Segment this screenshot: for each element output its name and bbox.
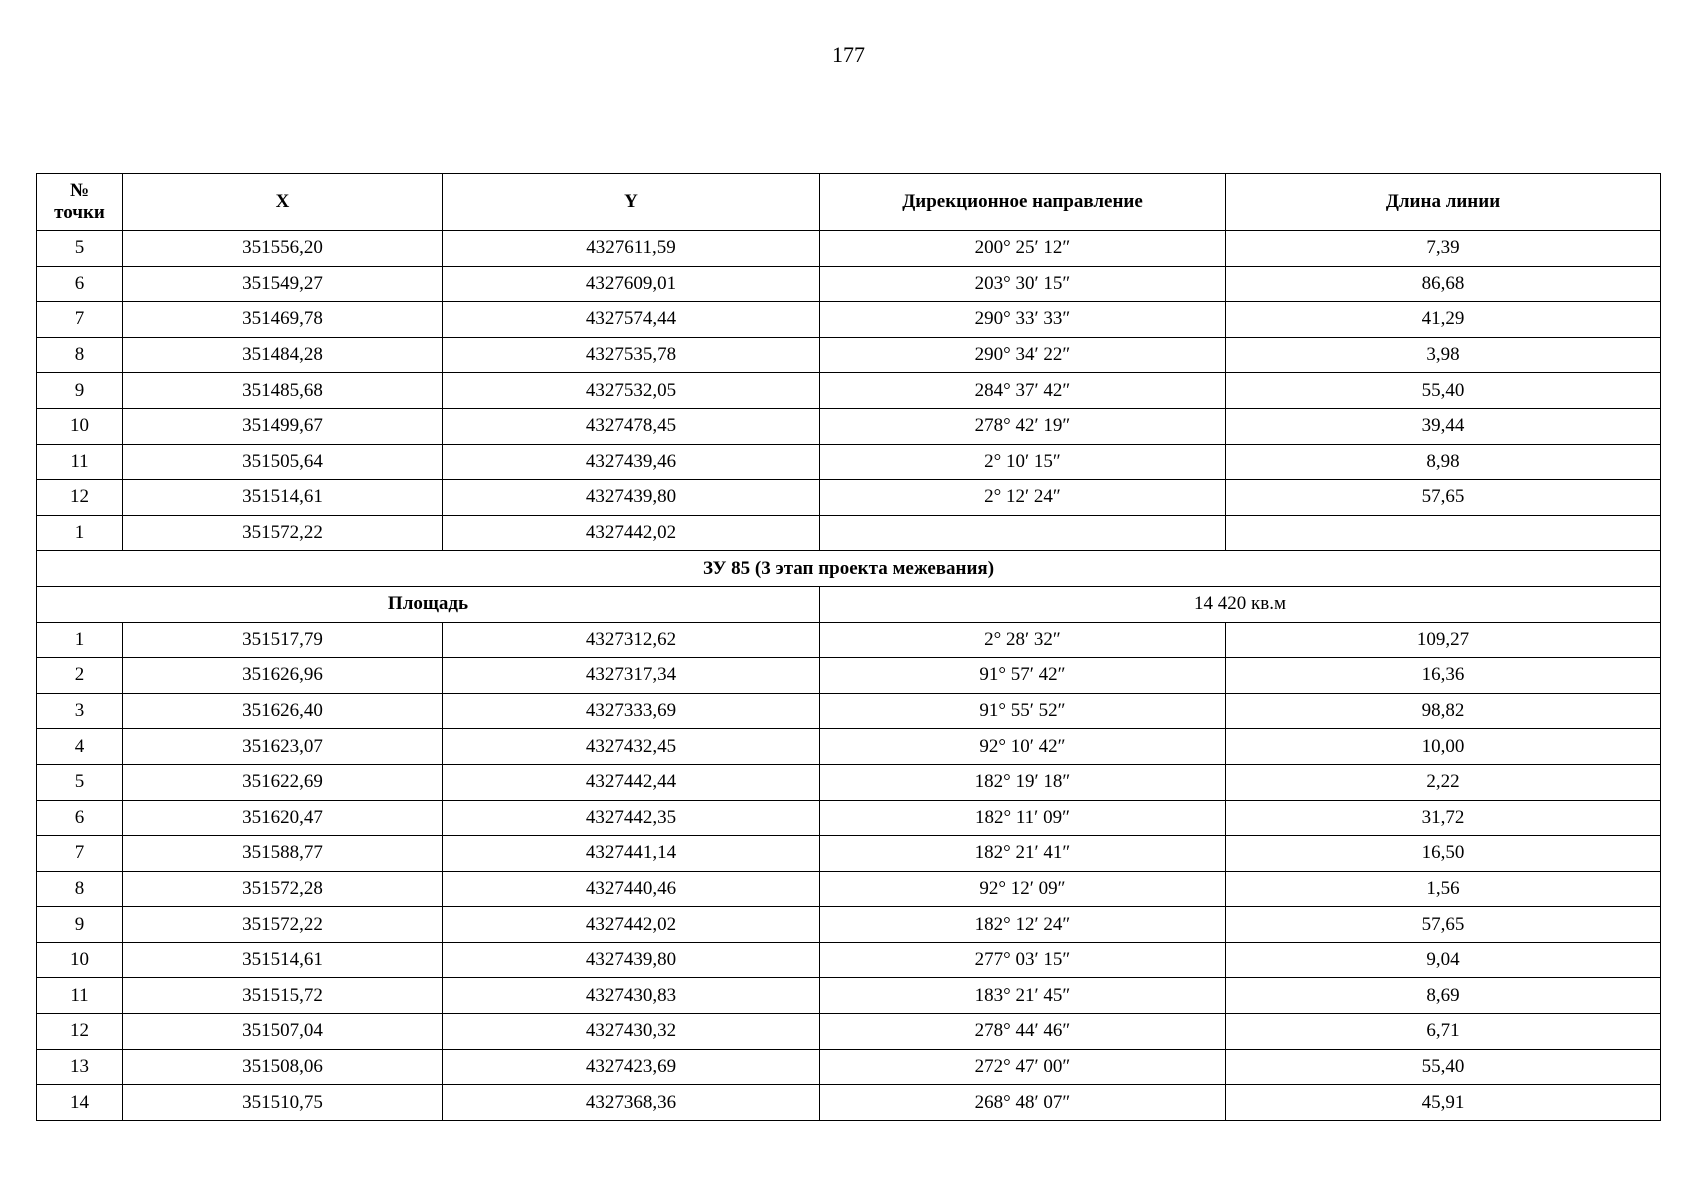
cell-length: 55,40: [1226, 373, 1661, 409]
cell-length: 3,98: [1226, 337, 1661, 373]
table-row: [37, 800, 1661, 836]
cell-x: 351469,78: [123, 302, 443, 338]
cell-y: 4327432,45: [443, 729, 820, 765]
cell-point-number: 6: [37, 266, 123, 302]
cell-point-number: 8: [37, 871, 123, 907]
cell-direction: 2° 10′ 15″: [820, 444, 1226, 480]
table-row: [37, 1085, 1661, 1121]
cell-y: 4327442,02: [443, 907, 820, 943]
cell-point-number: 1: [37, 515, 123, 551]
table-row: [37, 871, 1661, 907]
cell-y: 4327317,34: [443, 658, 820, 694]
cell-x: 351508,06: [123, 1049, 443, 1085]
table-row: [37, 693, 1661, 729]
cell-point-number: 11: [37, 444, 123, 480]
table-row: [37, 658, 1661, 694]
cell-direction: 200° 25′ 12″: [820, 231, 1226, 267]
cell-direction: 290° 34′ 22″: [820, 337, 1226, 373]
area-row: [37, 586, 1661, 622]
cell-y: 4327442,35: [443, 800, 820, 836]
table-row: [37, 729, 1661, 765]
table-row: [37, 836, 1661, 872]
cell-x: 351510,75: [123, 1085, 443, 1121]
cell-direction: [820, 515, 1226, 551]
cell-y: 4327423,69: [443, 1049, 820, 1085]
cell-direction: 182° 12′ 24″: [820, 907, 1226, 943]
table-row: [37, 444, 1661, 480]
cell-direction: 272° 47′ 00″: [820, 1049, 1226, 1085]
cell-direction: 182° 21′ 41″: [820, 836, 1226, 872]
cell-x: 351514,61: [123, 480, 443, 516]
section-title-row: [37, 551, 1661, 587]
cell-point-number: 9: [37, 373, 123, 409]
cell-length: 45,91: [1226, 1085, 1661, 1121]
cell-direction: 92° 12′ 09″: [820, 871, 1226, 907]
cell-point-number: 1: [37, 622, 123, 658]
cell-direction: 277° 03′ 15″: [820, 942, 1226, 978]
cell-length: 41,29: [1226, 302, 1661, 338]
cell-direction: 91° 57′ 42″: [820, 658, 1226, 694]
cell-y: 4327368,36: [443, 1085, 820, 1121]
cell-x: 351622,69: [123, 764, 443, 800]
header-point-number: [37, 174, 123, 231]
cell-length: 57,65: [1226, 907, 1661, 943]
cell-direction: 268° 48′ 07″: [820, 1085, 1226, 1121]
cell-x: 351499,67: [123, 408, 443, 444]
cell-x: 351514,61: [123, 942, 443, 978]
cell-point-number: 13: [37, 1049, 123, 1085]
cell-length: 16,50: [1226, 836, 1661, 872]
table-row: [37, 337, 1661, 373]
cell-length: 31,72: [1226, 800, 1661, 836]
cell-point-number: 3: [37, 693, 123, 729]
cell-point-number: 14: [37, 1085, 123, 1121]
header-point-number-line1: №: [69, 180, 90, 201]
cell-length: [1226, 515, 1661, 551]
cell-point-number: 5: [37, 231, 123, 267]
cell-y: 4327478,45: [443, 408, 820, 444]
cell-length: 1,56: [1226, 871, 1661, 907]
cell-length: 39,44: [1226, 408, 1661, 444]
cell-direction: 91° 55′ 52″: [820, 693, 1226, 729]
header-row: [37, 174, 1661, 231]
table-row: [37, 907, 1661, 943]
cell-y: 4327442,02: [443, 515, 820, 551]
cell-direction: 182° 11′ 09″: [820, 800, 1226, 836]
cell-x: 351549,27: [123, 266, 443, 302]
table-row: [37, 480, 1661, 516]
cell-length: 86,68: [1226, 266, 1661, 302]
cell-y: 4327574,44: [443, 302, 820, 338]
table-row: [37, 1014, 1661, 1050]
cell-length: 6,71: [1226, 1014, 1661, 1050]
cell-length: 98,82: [1226, 693, 1661, 729]
cell-x: 351626,40: [123, 693, 443, 729]
cell-direction: 278° 42′ 19″: [820, 408, 1226, 444]
header-y: Y: [443, 174, 820, 231]
cell-y: 4327611,59: [443, 231, 820, 267]
cell-y: 4327430,83: [443, 978, 820, 1014]
header-point-number-line2: точки: [54, 202, 105, 223]
cell-y: 4327442,44: [443, 764, 820, 800]
cell-point-number: 10: [37, 942, 123, 978]
cell-x: 351623,07: [123, 729, 443, 765]
coordinates-table: [36, 173, 1661, 1121]
cell-direction: 92° 10′ 42″: [820, 729, 1226, 765]
header-direction: Дирекционное направление: [820, 174, 1226, 231]
table-row: [37, 266, 1661, 302]
cell-y: 4327609,01: [443, 266, 820, 302]
cell-x: 351485,68: [123, 373, 443, 409]
cell-x: 351507,04: [123, 1014, 443, 1050]
cell-y: 4327532,05: [443, 373, 820, 409]
cell-length: 9,04: [1226, 942, 1661, 978]
page-number: 177: [832, 42, 865, 67]
cell-y: 4327535,78: [443, 337, 820, 373]
cell-point-number: 9: [37, 907, 123, 943]
table-header: [37, 174, 1661, 231]
cell-x: 351626,96: [123, 658, 443, 694]
area-label: Площадь: [37, 586, 820, 622]
cell-y: 4327439,46: [443, 444, 820, 480]
cell-direction: 2° 12′ 24″: [820, 480, 1226, 516]
cell-direction: 182° 19′ 18″: [820, 764, 1226, 800]
cell-x: 351572,22: [123, 907, 443, 943]
cell-length: 7,39: [1226, 231, 1661, 267]
cell-length: 16,36: [1226, 658, 1661, 694]
cell-point-number: 11: [37, 978, 123, 1014]
table-row: [37, 978, 1661, 1014]
cell-x: 351620,47: [123, 800, 443, 836]
cell-x: 351588,77: [123, 836, 443, 872]
cell-length: 109,27: [1226, 622, 1661, 658]
cell-point-number: 7: [37, 836, 123, 872]
table-row: [37, 231, 1661, 267]
area-value: 14 420 кв.м: [820, 586, 1661, 622]
cell-point-number: 12: [37, 480, 123, 516]
table-row: [37, 302, 1661, 338]
cell-x: 351572,22: [123, 515, 443, 551]
cell-x: 351556,20: [123, 231, 443, 267]
table-row: [37, 373, 1661, 409]
cell-point-number: 7: [37, 302, 123, 338]
cell-point-number: 8: [37, 337, 123, 373]
cell-direction: 278° 44′ 46″: [820, 1014, 1226, 1050]
cell-x: 351572,28: [123, 871, 443, 907]
section-title: ЗУ 85 (3 этап проекта межевания): [37, 551, 1661, 587]
header-length: Длина линии: [1226, 174, 1661, 231]
table-row: [37, 942, 1661, 978]
cell-point-number: 6: [37, 800, 123, 836]
cell-length: 8,69: [1226, 978, 1661, 1014]
cell-direction: 203° 30′ 15″: [820, 266, 1226, 302]
header-x: X: [123, 174, 443, 231]
cell-x: 351515,72: [123, 978, 443, 1014]
cell-length: 55,40: [1226, 1049, 1661, 1085]
cell-length: 8,98: [1226, 444, 1661, 480]
cell-y: 4327440,46: [443, 871, 820, 907]
cell-point-number: 2: [37, 658, 123, 694]
table-row: [37, 764, 1661, 800]
cell-y: 4327430,32: [443, 1014, 820, 1050]
section-block: [37, 551, 1661, 622]
cell-x: 351505,64: [123, 444, 443, 480]
table-row: [37, 408, 1661, 444]
cell-length: 10,00: [1226, 729, 1661, 765]
cell-x: 351484,28: [123, 337, 443, 373]
cell-x: 351517,79: [123, 622, 443, 658]
cell-direction: 183° 21′ 45″: [820, 978, 1226, 1014]
cell-direction: 290° 33′ 33″: [820, 302, 1226, 338]
cell-y: 4327439,80: [443, 942, 820, 978]
cell-direction: 2° 28′ 32″: [820, 622, 1226, 658]
cell-point-number: 5: [37, 764, 123, 800]
table-row: [37, 622, 1661, 658]
cell-point-number: 4: [37, 729, 123, 765]
cell-length: 2,22: [1226, 764, 1661, 800]
table-body-bottom: [37, 622, 1661, 1120]
cell-y: 4327333,69: [443, 693, 820, 729]
table-row: [37, 515, 1661, 551]
cell-y: 4327312,62: [443, 622, 820, 658]
table-row: [37, 1049, 1661, 1085]
cell-y: 4327441,14: [443, 836, 820, 872]
cell-y: 4327439,80: [443, 480, 820, 516]
table-body-top: [37, 231, 1661, 551]
cell-direction: 284° 37′ 42″: [820, 373, 1226, 409]
cell-point-number: 12: [37, 1014, 123, 1050]
cell-point-number: 10: [37, 408, 123, 444]
cell-length: 57,65: [1226, 480, 1661, 516]
